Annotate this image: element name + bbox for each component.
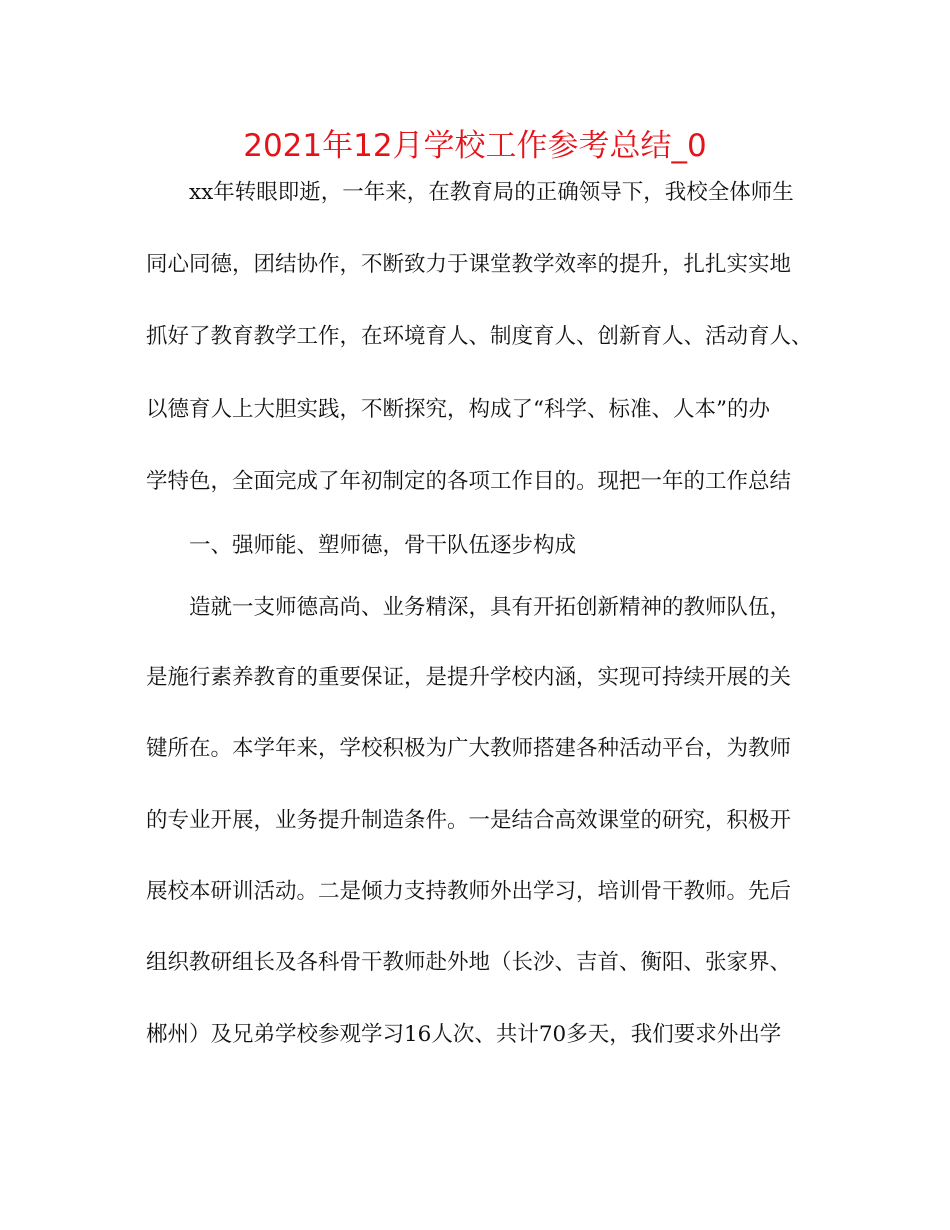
paragraph-line: 键所在。本学年来，学校积极为广大教师搭建各种活动平台，为教师 <box>146 736 792 761</box>
paragraph-line: 组织教研组长及各科骨干教师赴外地（长沙、吉首、衡阳、张家界、 <box>146 950 792 975</box>
paragraph-line: 学特色，全面完成了年初制定的各项工作目的。现把一年的工作总结 <box>146 469 792 494</box>
paragraph-line: 同心同德，团结协作，不断致力于课堂教学效率的提升，扎扎实实地 <box>146 252 792 277</box>
paragraph-line: 郴州）及兄弟学校参观学习16人次、共计70多天，我们要求外出学 <box>146 1022 782 1047</box>
document-title: 2021年12月学校工作参考总结_0 <box>243 128 707 164</box>
paragraph-line: 抓好了教育教学工作，在环境育人、制度育人、创新育人、活动育人、 <box>146 324 813 349</box>
paragraph-line: 以德育人上大胆实践，不断探究，构成了“科学、标准、人本”的办 <box>146 397 770 422</box>
paragraph-line: 是施行素养教育的重要保证，是提升学校内涵，实现可持续开展的关 <box>146 665 792 690</box>
section-heading: 一、强师能、塑师德，骨干队伍逐步构成 <box>189 533 577 558</box>
paragraph-line: xx年转眼即逝，一年来，在教育局的正确领导下，我校全体师生 <box>189 180 794 205</box>
paragraph-line: 造就一支师德高尚、业务精深，具有开拓创新精神的教师队伍， <box>189 595 792 620</box>
paragraph-line: 展校本研训活动。二是倾力支持教师外出学习，培训骨干教师。先后 <box>146 879 792 904</box>
paragraph-line: 的专业开展，业务提升制造条件。一是结合高效课堂的研究，积极开 <box>146 808 792 833</box>
